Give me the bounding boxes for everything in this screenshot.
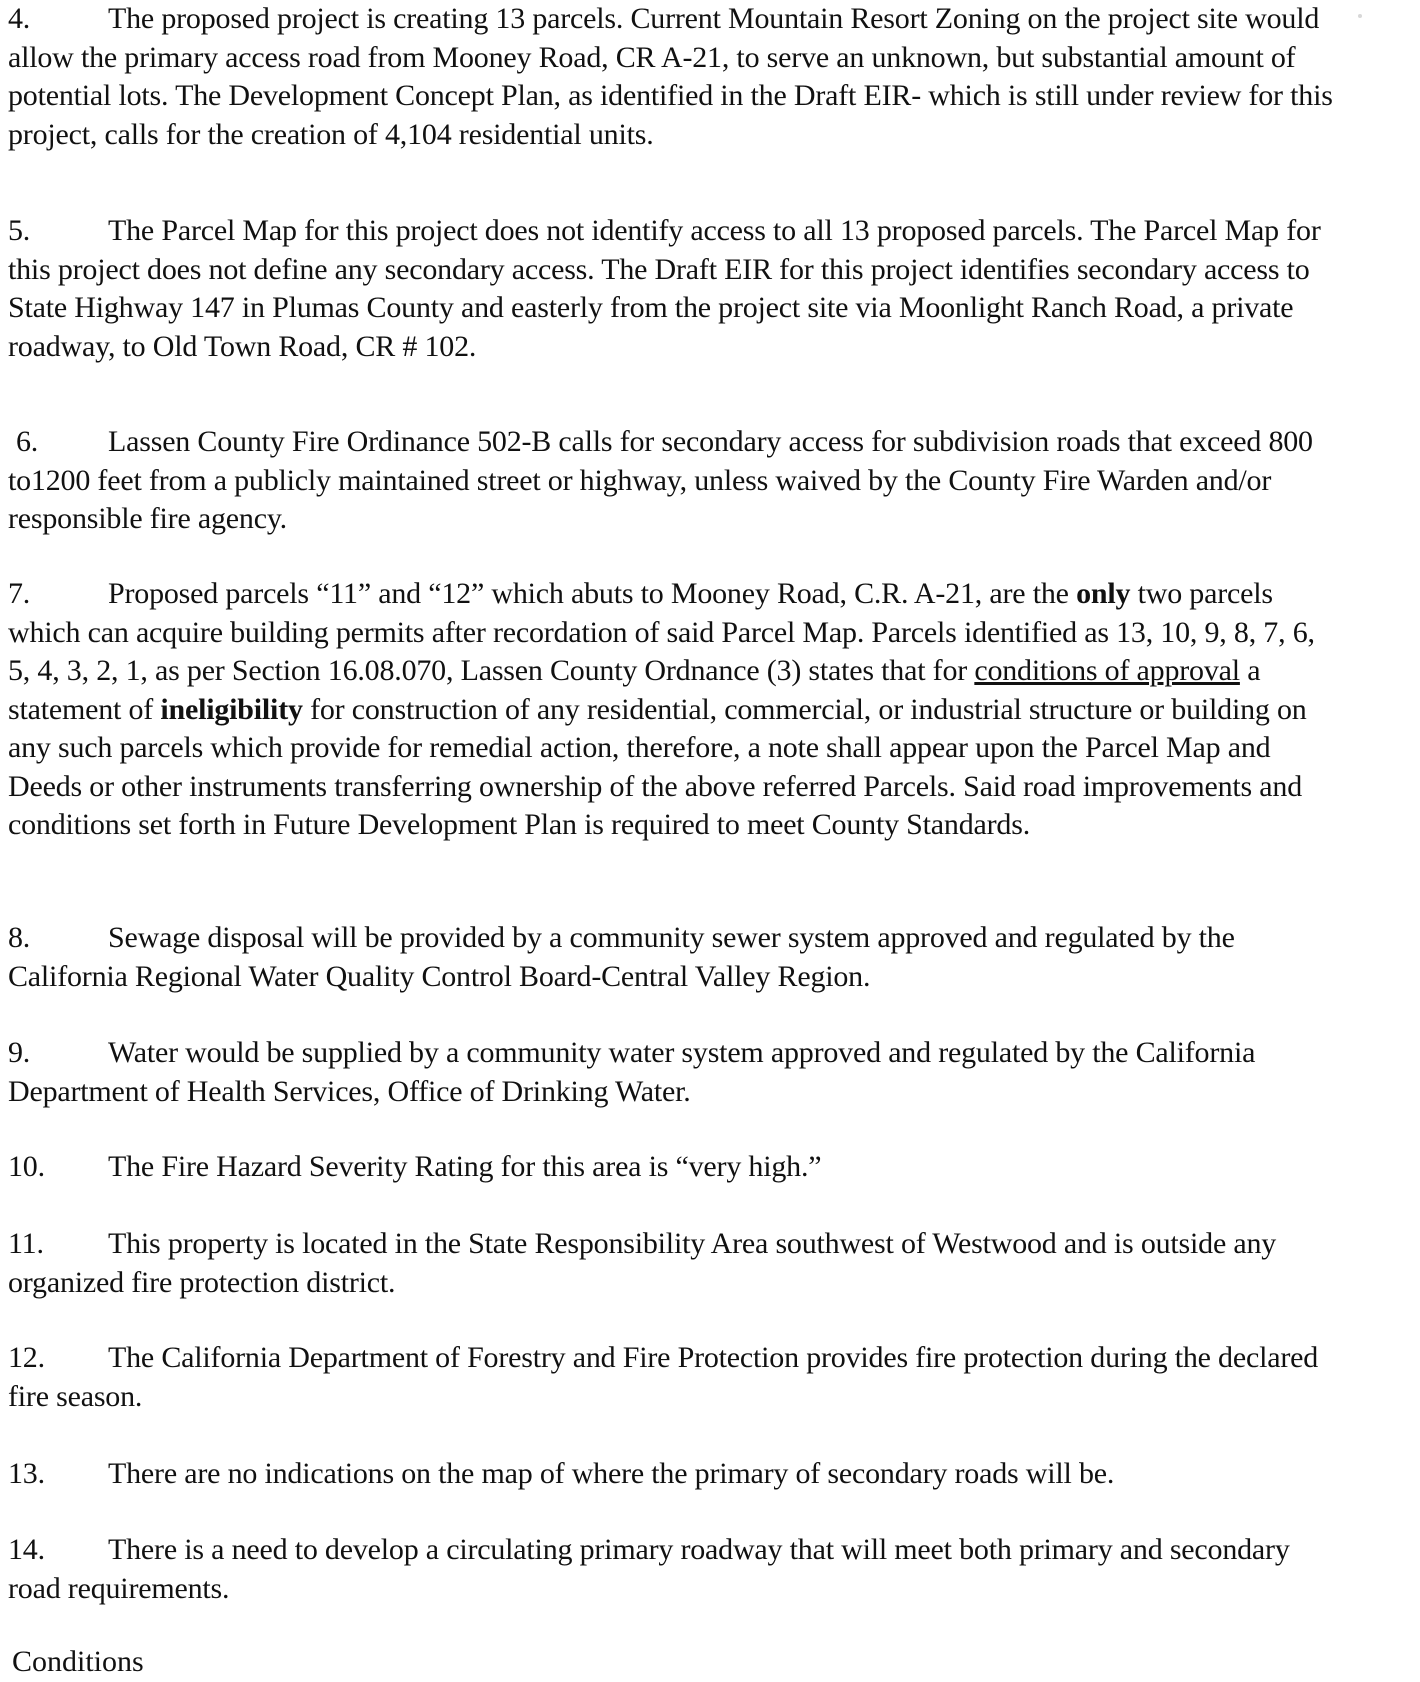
item-number: 7.	[8, 577, 31, 610]
list-item-13	[8, 1455, 1338, 1494]
item-number: 13.	[8, 1457, 45, 1490]
item-text: The California Department of Forestry and Fire Protection provides fire protection during the declared fire season.	[8, 1341, 1319, 1413]
list-item-4	[8, 0, 1338, 154]
list-item-10	[8, 1148, 1338, 1187]
item-text-part: a statement of	[8, 654, 1261, 726]
item-text: There are no indications on the map of where the primary of secondary roads will be.	[108, 1457, 1115, 1490]
list-item-8	[8, 919, 1338, 996]
item-text: The Fire Hazard Severity Rating for this area is “very high.”	[108, 1150, 822, 1183]
list-item-5	[8, 212, 1338, 366]
item-text: The Parcel Map for this project does not identify access to all 13 proposed parcels. The Parcel Map for this project does not define any secondary access. The Draft EIR for this project identifies secondary access to State Highway 147 in Plumas County and easterly from the project site via Moonlight Ranch Road, a private roadway, to Old Town Road, CR # 102.	[8, 214, 1321, 363]
item-text: This property is located in the State Responsibility Area southwest of Westwood and is outside any organized fire protection district.	[8, 1227, 1277, 1299]
item-number: 4.	[8, 2, 31, 35]
list-item-6	[8, 423, 1338, 539]
list-item-14	[8, 1531, 1338, 1608]
item-number: 9.	[8, 1036, 31, 1069]
item-text: Sewage disposal will be provided by a community sewer system approved and regulated by the California Regional Water Quality Control Board-Central Valley Region.	[8, 921, 1235, 993]
item-number: 14.	[8, 1533, 45, 1566]
item-number: 12.	[8, 1341, 45, 1374]
list-item-7	[8, 575, 1338, 845]
item-text-part: two parcels which can acquire building permits after recordation of said Parcel Map. Parcels identified as 13, 10, 9, 8, 7, 6, 5, 4, 3, 2, 1, as per Section 16.08.070, Lassen County Ordnance (3) states that for	[8, 577, 1315, 687]
item-number: 11.	[8, 1227, 44, 1260]
item-text-part: for construction of any residential, commercial, or industrial structure or building on any such parcels which provide for remedial action, therefore, a note shall appear upon the Parcel Map and Deeds or other instruments transferring ownership of the above referred Parcels. Said road improvements and conditions set forth in Future Development Plan is required to meet County Standards.	[8, 692, 1307, 841]
conditions-heading: Conditions	[12, 1645, 144, 1678]
item-text: There is a need to develop a circulating primary roadway that will meet both primary and secondary road requirements.	[8, 1533, 1290, 1605]
item-number: 5.	[8, 214, 31, 247]
item-text: Water would be supplied by a community water system approved and regulated by the California Department of Health Services, Office of Drinking Water.	[8, 1036, 1256, 1108]
underlined-conditions-of-approval: conditions of approval	[974, 654, 1240, 687]
emphasis-ineligibility: ineligibility	[160, 692, 303, 726]
scan-speck	[1358, 14, 1362, 18]
list-item-11	[8, 1225, 1338, 1302]
item-number: 8.	[8, 921, 31, 954]
emphasis-only: only	[1076, 577, 1131, 610]
list-item-12	[8, 1339, 1338, 1416]
item-text-part: Proposed parcels “11” and “12” which abuts to Mooney Road, C.R. A-21, are the	[108, 577, 1077, 610]
item-text: Lassen County Fire Ordinance 502-B calls for secondary access for subdivision roads that exceed 800 to1200 feet from a publicly maintained street or highway, unless waived by the County Fire Warden and/or responsible fire agency.	[8, 425, 1313, 535]
item-number: 10.	[8, 1150, 45, 1183]
item-number: 6.	[16, 425, 39, 458]
item-text: The proposed project is creating 13 parcels. Current Mountain Resort Zoning on the project site would allow the primary access road from Mooney Road, CR A-21, to serve an unknown, but substantial amount of potential lots. The Development Concept Plan, as identified in the Draft EIR- which is still under review for this project, calls for the creation of 4,104 residential units.	[8, 2, 1333, 151]
list-item-9	[8, 1034, 1338, 1111]
